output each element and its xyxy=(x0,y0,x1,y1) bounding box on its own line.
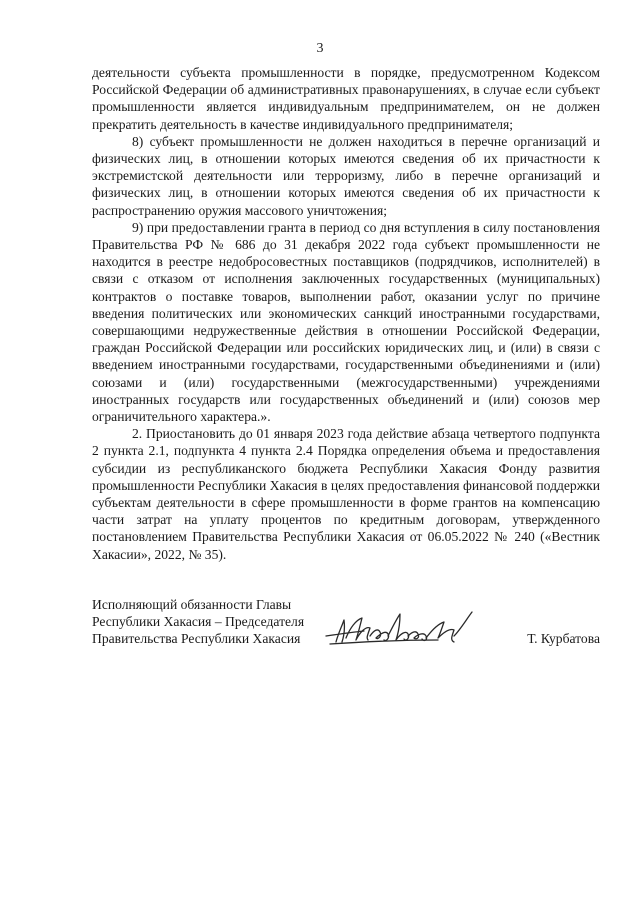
paragraph-item-8: 8) субъект промышленности не должен находиться в перечне организаций и физических лиц, в отношении которых имеются сведения об их причастности к экстремистской деятельности или терроризму, либо в перечне организаций и физических лиц, в отношении которых имеются сведения об их причастности к распространению оружия массового уничтожения; xyxy=(92,133,600,218)
signatory-title-line: Республики Хакасия – Председателя xyxy=(92,614,305,630)
signatory-title-line: Исполняющий обязанности Главы xyxy=(92,597,292,612)
handwritten-signature xyxy=(320,606,480,650)
paragraph-clause-2: 2. Приостановить до 01 января 2023 года действие абзаца четвертого подпункта 2 пункта 2.1, подпункта 4 пункта 2.4 Порядка определения объема и предоставления субсидии из республиканского бюджета Республики Хакасия Фонду развития промышленности Республики Хакасия в целях предоставления финансовой поддержки субъектам деятельности в сфере промышленности в форме грантов на компенсацию части затрат на уплату процентов по кредитным договорам, утвержденного постановлением Правительства Республики Хакасия от 06.05.2022 № 240 («Вестник Хакасии», 2022, № 35). xyxy=(92,426,600,562)
paragraph-continuation: деятельности субъекта промышленности в порядке, предусмотренном Кодексом Российской Федерации об административных правонарушениях, в случае если субъект промышленности является индивидуальным предпринимателем, он не должен прекратить деятельность в качестве индивидуального предпринимателя; xyxy=(92,65,600,132)
paragraph-item-9: 9) при предоставлении гранта в период со дня вступления в силу постановления Правительства РФ № 686 до 31 декабря 2022 года субъект промышленности не находится в реестре недобросовестных поставщиков (подрядчиков, исполнителей) в связи с отказом от исполнения заключенных государственных (муниципальных) контрактов о поставке товаров, выполнении работ, оказании услуг по причине введения политических или экономических санкций иностранными государствами, совершающими недружественные действия в отношении Российской Федерации, граждан Российской Федерации или российских юридических лиц, и (или) в связи с введением иностранными государствами, государственными объединениями и (или) союзами и (или) государственными (межгосударственными) учреждениями иностранных государств или государственных объединений и (или) союзов мер ограничительного характера.». xyxy=(92,219,600,425)
signatory-title xyxy=(92,596,304,648)
document-body xyxy=(92,64,600,563)
signatory-title-line: Правительства Республики Хакасия xyxy=(92,631,301,647)
signature-block xyxy=(92,596,600,656)
page-number: 3 xyxy=(316,41,324,56)
signatory-name: Т. Курбатова xyxy=(527,631,600,646)
